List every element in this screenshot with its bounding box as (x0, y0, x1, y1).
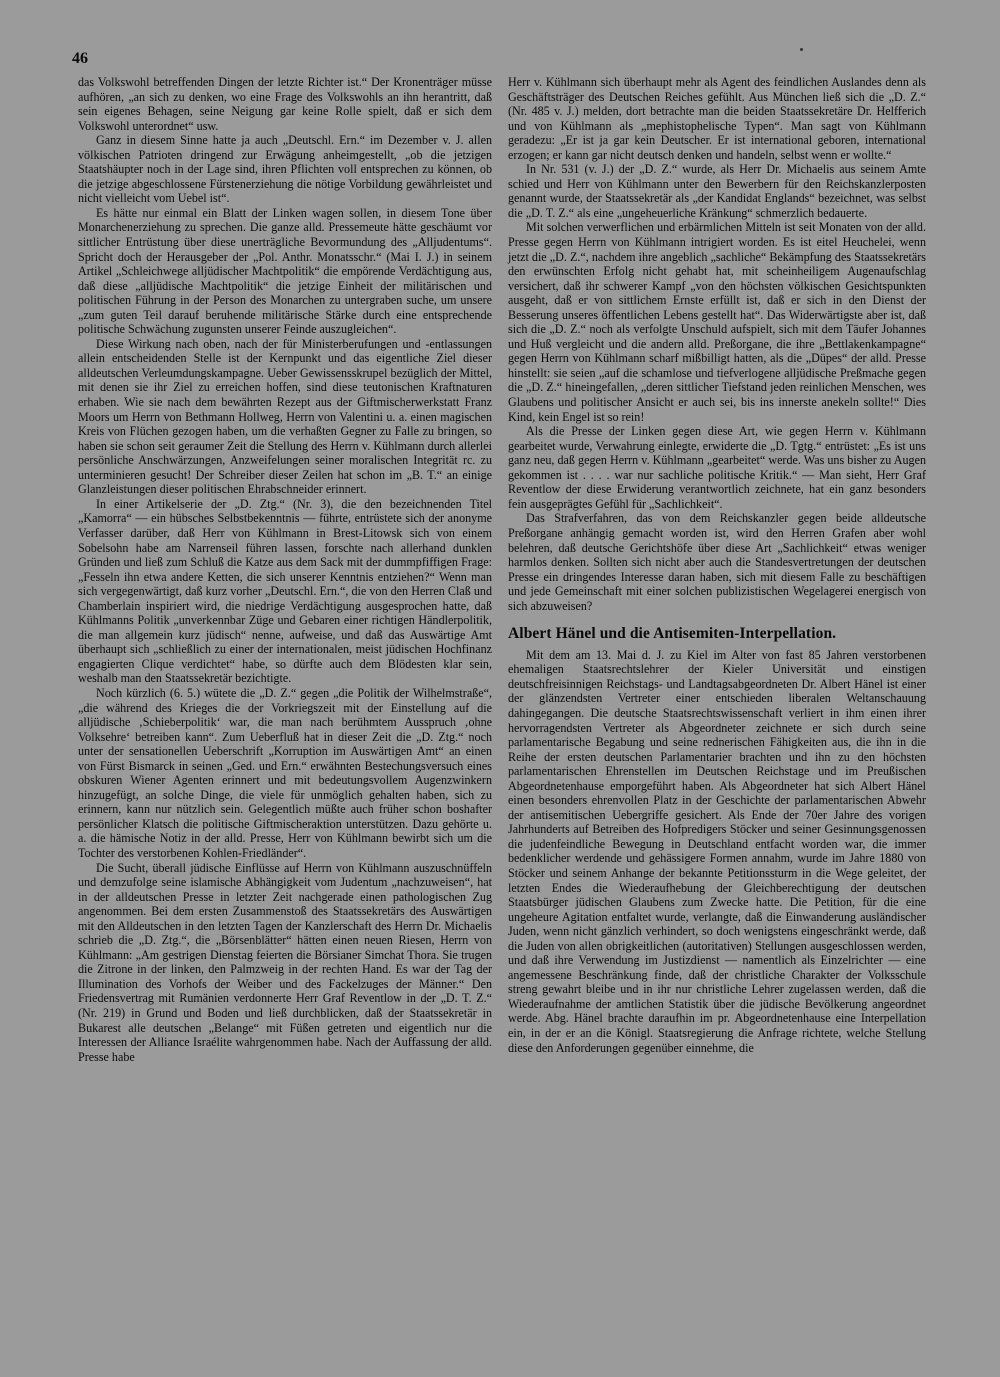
paragraph: das Volkswohl betreffenden Dingen der letzte Richter ist.“ Der Kronenträger müsse aufhören, „an sich zu denken, wo eine Frage des Volkswohls an ihn herantritt, daß sein eigenes Behagen, seine Neigung gar keine Rolle spielt, daß er sich dem Volkswohl unterordnet“ usw. (78, 75, 492, 133)
paragraph: Ganz in diesem Sinne hatte ja auch „Deutschl. Ern.“ im Dezember v. J. allen völkischen Patrioten dringend zur Erwägung anheimgestellt, „ob die jetzigen Staatshäupter noch in der Lage sind, ihren Pflichten voll entsprechen zu können, ob die jetzige abgeschlossene Fürstenerziehung die nötige Vorbildung gewährleistet und nicht vielleicht vom Uebel ist“. (78, 133, 492, 206)
paragraph: In einer Artikelserie der „D. Ztg.“ (Nr. 3), die den bezeichnenden Titel „Kamorra“ — ein hübsches Selbstbekenntnis — führte, entrüstete sich der anonyme Verfasser darüber, daß Herr von Kühlmann in Brest-Litowsk sich von einem Sobelsohn habe am Narrenseil führen lassen, forschte nach allerhand dunklen Gründen und ließ zum Schluß die Katze aus dem Sack mit der dummpfiffigen Frage: „Fesseln ihn etwa andere Ketten, die sich unserer Kenntnis entziehen?“ Wenn man sich vergegenwärtigt, daß kurz vorher „Deutschl. Ern.“, die von den Herren Claß und Chamberlain inspiriert wird, die niedrige Verdächtigung ausgesprochen hatte, daß Kühlmanns Politik „unverkennbar Züge und Gebaren einer richtigen Händlerpolitik, die man allgemein kurz jüdisch“ nenne, aufweise, und daß das Auswärtige Amt überhaupt sich „schließlich zu einer der internationalen, meist jüdischen Hochfinanz engagierten Clique verdichtet“ habe, so dürfte auch dem Blödesten klar sein, weshalb man den Staatssekretär bezichtigte. (78, 496, 492, 686)
paragraph: Mit solchen verwerflichen und erbärmlichen Mitteln ist seit Monaten von der alld. Presse gegen Herrn von Kühlmann intrigiert worden. Es ist eitel Heuchelei, wenn jetzt die „D. Z.“, nachdem ihre angeblich „sachliche“ Bekämpfung des Staatssekretärs den erwünschten Erfolg nicht gehabt hat, mit scheinheiligem Augenaufschlag versichert, daß ihr schwerer Kampf „von den höchsten völkischen Gesichtspunkten ausgeht, daß er von sittlichem Ernste erfüllt ist, daß er sich in den Dienst der Besserung unseres öffentlichen Lebens gestellt hat“. Das Widerwärtigste aber ist, daß sich die „D. Z.“ noch als verfolgte Unschuld aufspielt, sich mit dem Täufer Johannes und Huß vergleicht und die andern alld. Preßorgane, die ihre „Bettlakenkampagne“ gegen Herrn von Kühlmann scharf mißbilligt hatten, als die „Düpes“ der alld. Presse hinstellt: sie seien „auf die schamlose und tiefverlogene alljüdische Preßmache gegen die „D. Z.“ hineingefallen, „deren sittlicher Tiefstand jeden reinlichen Menschen, wes Glaubens und politischer Ansicht er auch sei, bis ins innerste anekeln sollte!“ Dies Kind, kein Engel ist so rein! (508, 220, 926, 424)
paragraph: Mit dem am 13. Mai d. J. zu Kiel im Alter von fast 85 Jahren verstorbenen ehemaligen Staatsrechtslehrer der Kieler Universität und einstigen deutschfreisinnigen Reichstags- und Landtagsabgeordneten Dr. Albert Hänel ist einer der glänzendsten Vertreter einer entschieden liberalen Weltanschauung dahingegangen. Die deutsche Staatsrechtswissenschaft verliert in ihm einen ihrer hervorragendsten Vertreter als Abgeordneter zeichnete er sich durch seine parlamentarische Begabung und seine rednerischen Fähigkeiten aus, die ihn in die Reihe der ersten deutschen Parlamentarier brachten und ihn zu den höchsten parlamentarischen Ehrenstellen im Deutschen Reichstage und im Preußischen Abgeordnetenhause emporgeführt haben. Als Abgeordneter hat sich Albert Hänel einen besonders ehrenvollen Platz in der Geschichte der parlamentarischen Abwehr der antisemitischen Uebergriffe gesichert. Als Ende der 70er Jahre des vorigen Jahrhunderts auf Betreiben des Hofpredigers Stöcker und seiner Gesinnungsgenossen die judenfeindliche Bewegung in Deutschland entfacht worden war, die immer bedenklicher werdende und gehässigere Formen annahm, wurde im Jahre 1880 von Stöcker und seinem Anhange der bekannte Petitionssturm in die Wege geleitet, der letzten Endes die Wiederaufhebung der Gleichberechtigung der deutschen Staatsbürger jüdischen Glaubens zum Zwecke hatte. Die Petition, für die eine ungeheure Agitation entfaltet wurde, verlangte, daß die Einwanderung ausländischer Juden, wenn nicht gänzlich verhindert, so doch wenigstens eingeschränkt werde, daß die Juden von allen obrigkeitlichen (autoritativen) Stellungen ausgeschlossen werden, und daß ihre Verwendung im Justizdienst — namentlich als Einzelrichter — eine angemessene Beschränkung finde, daß der christliche Charakter der Volksschule streng gewahrt bleibe und in ihr nur christliche Lehrer zugelassen werden, daß die Wiederaufnahme der amtlichen Statistik über die jüdische Bevölkerung angeordnet werde. Abg. Hänel brachte daraufhin im pr. Abgeordnetenhause eine Interpellation ein, in der er an die Königl. Staatsregierung die Anfrage richtete, welche Stellung diese den Anforderungen gegenüber einnehme, die (508, 647, 926, 1055)
paragraph: Als die Presse der Linken gegen diese Art, wie gegen Herrn v. Kühlmann gearbeitet wurde, Verwahrung einlegte, erwiderte die „D. Tgtg.“ entrüstet: „Es ist uns ganz neu, daß gegen Herrn v. Kühlmann „gearbeitet“ werde. Was uns bisher zu Augen gekommen ist . . . . war nur sachliche politische Kritik.“ — Man sieht, Herr Graf Reventlow der diese Erwiderung verantwortlich zeichnete, hat ein ganz besonders fein ausgeprägtes Gefühl für „Sachlichkeit“. (508, 424, 926, 511)
left-column (78, 75, 492, 1064)
paragraph: Diese Wirkung nach oben, nach der für Ministerberufungen und -entlassungen allein entscheidenden Stelle ist der Kernpunkt und das eigentliche Ziel dieser alldeutschen Verleumdungskampagne. Ueber Gewissensskrupel bezüglich der Mittel, mit denen sie ihr Ziel zu erreichen hoffen, sind diese teutonischen Kraftnaturen erhaben. Wie sie nach dem bewährten Rezept aus der Giftmischerwerkstatt Franz Moors um Herrn von Bethmann Hollweg, Herrn von Valentini u. a. einen magischen Kreis von Flüchen gezogen haben, um die verhaßten Gegner zu Falle zu bringen, so haben sie schon seit geraumer Zeit die Stellung des Herrn v. Kühlmann durch allerlei persönliche Anschwärzungen, Anzweifelungen seiner moralischen Integrität rc. zu unterminieren gesucht! Der Schreiber dieser Zeilen hat schon im „B. T.“ an einige Glanzleistungen dieser politischen Ehrabschneider erinnert. (78, 336, 492, 497)
paragraph: In Nr. 531 (v. J.) der „D. Z.“ wurde, als Herr Dr. Michaelis aus seinem Amte schied und Herr von Kühlmann unter den Bewerbern für den Reichskanzlerposten genannt wurde, der Staatssekretär als „der Kandidat Englands“ bezeichnet, was selbst die „D. T. Z.“ als eine „ungeheuerliche Kränkung“ schmerzlich bedauerte. (508, 162, 926, 220)
print-speck (800, 48, 803, 51)
page-number: 46 (72, 50, 88, 67)
paragraph: Herr v. Kühlmann sich überhaupt mehr als Agent des feindlichen Auslandes denn als Geschäftsträger des Deutschen Reiches gefühlt. Aus München ließ sich die „D. Z.“ (Nr. 485 v. J.) melden, dort betrachte man die beiden Staatssekretäre Dr. Helfferich und von Kühlmann als „mephistophelische Typen“. Man sagt von Kühlmann geradezu: „Er ist ja gar kein Deutscher. Er ist international geboren, international erzogen; er kann gar nicht deutsch denken und handeln, selbst wenn er wollte.“ (508, 75, 926, 162)
paragraph: Die Sucht, überall jüdische Einflüsse auf Herrn von Kühlmann auszuschnüffeln und demzufolge seine islamische Abhängigkeit vom Judentum „nachzuweisen“, hat in der alldeutschen Presse in letzter Zeit nachgerade einen pathologischen Zug angenommen. Bei dem ersten Zusammenstoß des Staatssekretärs des Auswärtigen mit den Alldeutschen in den letzten Tagen der Kanzlerschaft des Herrn Dr. Michaelis schrieb die „D. Ztg.“, die „Börsenblätter“ hätten einen neuen Riesen, Herrn von Kühlmann: „Am gestrigen Dienstag feierten die Börsianer Simchat Thora. Sie trugen die Zitrone in der linken, den Palmzweig in der rechten Hand. Es war der Tag der Illumination des Vorhofs der Weiber und des Fackelzuges der Männer.“ Den Friedensvertrag mit Rumänien verdonnerte Herr Graf Reventlow in der „D. T. Z.“ (Nr. 219) in Grund und Boden und ließ durchblicken, daß der Staatssekretär in Bukarest alle deutschen „Belange“ mit Füßen getreten und eigentlich nur die Interessen der Alliance Israélite wahrgenommen habe. Nach der Auffassung der alld. Presse habe (78, 860, 492, 1064)
paragraph: Das Strafverfahren, das von dem Reichskanzler gegen beide alldeutsche Preßorgane anhängig gemacht worden ist, wird den Herren Grafen aber wohl belehren, daß deutsche Gerichtshöfe über diese Art „Sachlichkeit“ etwas weniger harmlos denken. Sollten sich nicht aber auch die Standesvertretungen der deutschen Presse ein dringendes Interesse daran haben, sich mit diesem Falle zu beschäftigen und jede Gemeinschaft mit einer solchen publizistischen Wegelagerei energisch von sich abzuweisen? (508, 511, 926, 613)
right-column (508, 75, 926, 1055)
paragraph: Es hätte nur einmal ein Blatt der Linken wagen sollen, in diesem Tone über Monarchenerziehung zu sprechen. Die ganze alld. Pressemeute hätte geschäumt vor sittlicher Entrüstung über diese unerträgliche Bevormundung des „Alljudentums“. Spricht doch der Herausgeber der „Pol. Anthr. Monatsschr.“ (Mai I. J.) in seinem Artikel „Schleichwege alljüdischer Machtpolitik“ die empörende Verdächtigung aus, daß diese „alljüdische Machtpolitik“ die jetzige Einheit der militärischen und politischen Führung in der Person des Monarchen zu untergraben suche, um unsere „zum guten Teil darauf beruhende militärische Stärke durch eine entsprechende politische Schwächung zugunsten unserer Feinde auszugleichen“. (78, 205, 492, 337)
paragraph: Noch kürzlich (6. 5.) wütete die „D. Z.“ gegen „die Politik der Wilhelmstraße“, „die während des Krieges die der Vorkriegszeit mit der Einstellung auf die alljüdische ‚Schieberpolitik‘ war, die man nach berühmtem Ausspruch ‚ohne Volksehre‘ betreiben kann“. Zum Ueberfluß hat in dieser Zeit die „D. Ztg.“ noch unter der sensationellen Ueberschrift „Korruption im Auswärtigen Amt“ an einen von Fürst Bismarck in seinen „Ged. und Ern.“ erwähnten Bestechungsversuch eines obskuren Wiener Agenten erinnert und mit bedeutungsvollem Augenzwinkern hinzugefügt, an solche Dinge, die viele für unmöglich gehalten haben, sich zu erinnern, kann nur nützlich sein. Gelegentlich müßte auch früher schon boshafter persönlicher Klatsch die politische Giftmischeraktion unterstützen. Dazu gehörte u. a. die hämische Notiz in der alld. Presse, Herr von Kühlmann bewirbt sich um die Tochter des verstorbenen Kohlen-Friedländer“. (78, 685, 492, 860)
article-heading: Albert Hänel und die Antisemiten-Interpellation. (508, 625, 837, 643)
